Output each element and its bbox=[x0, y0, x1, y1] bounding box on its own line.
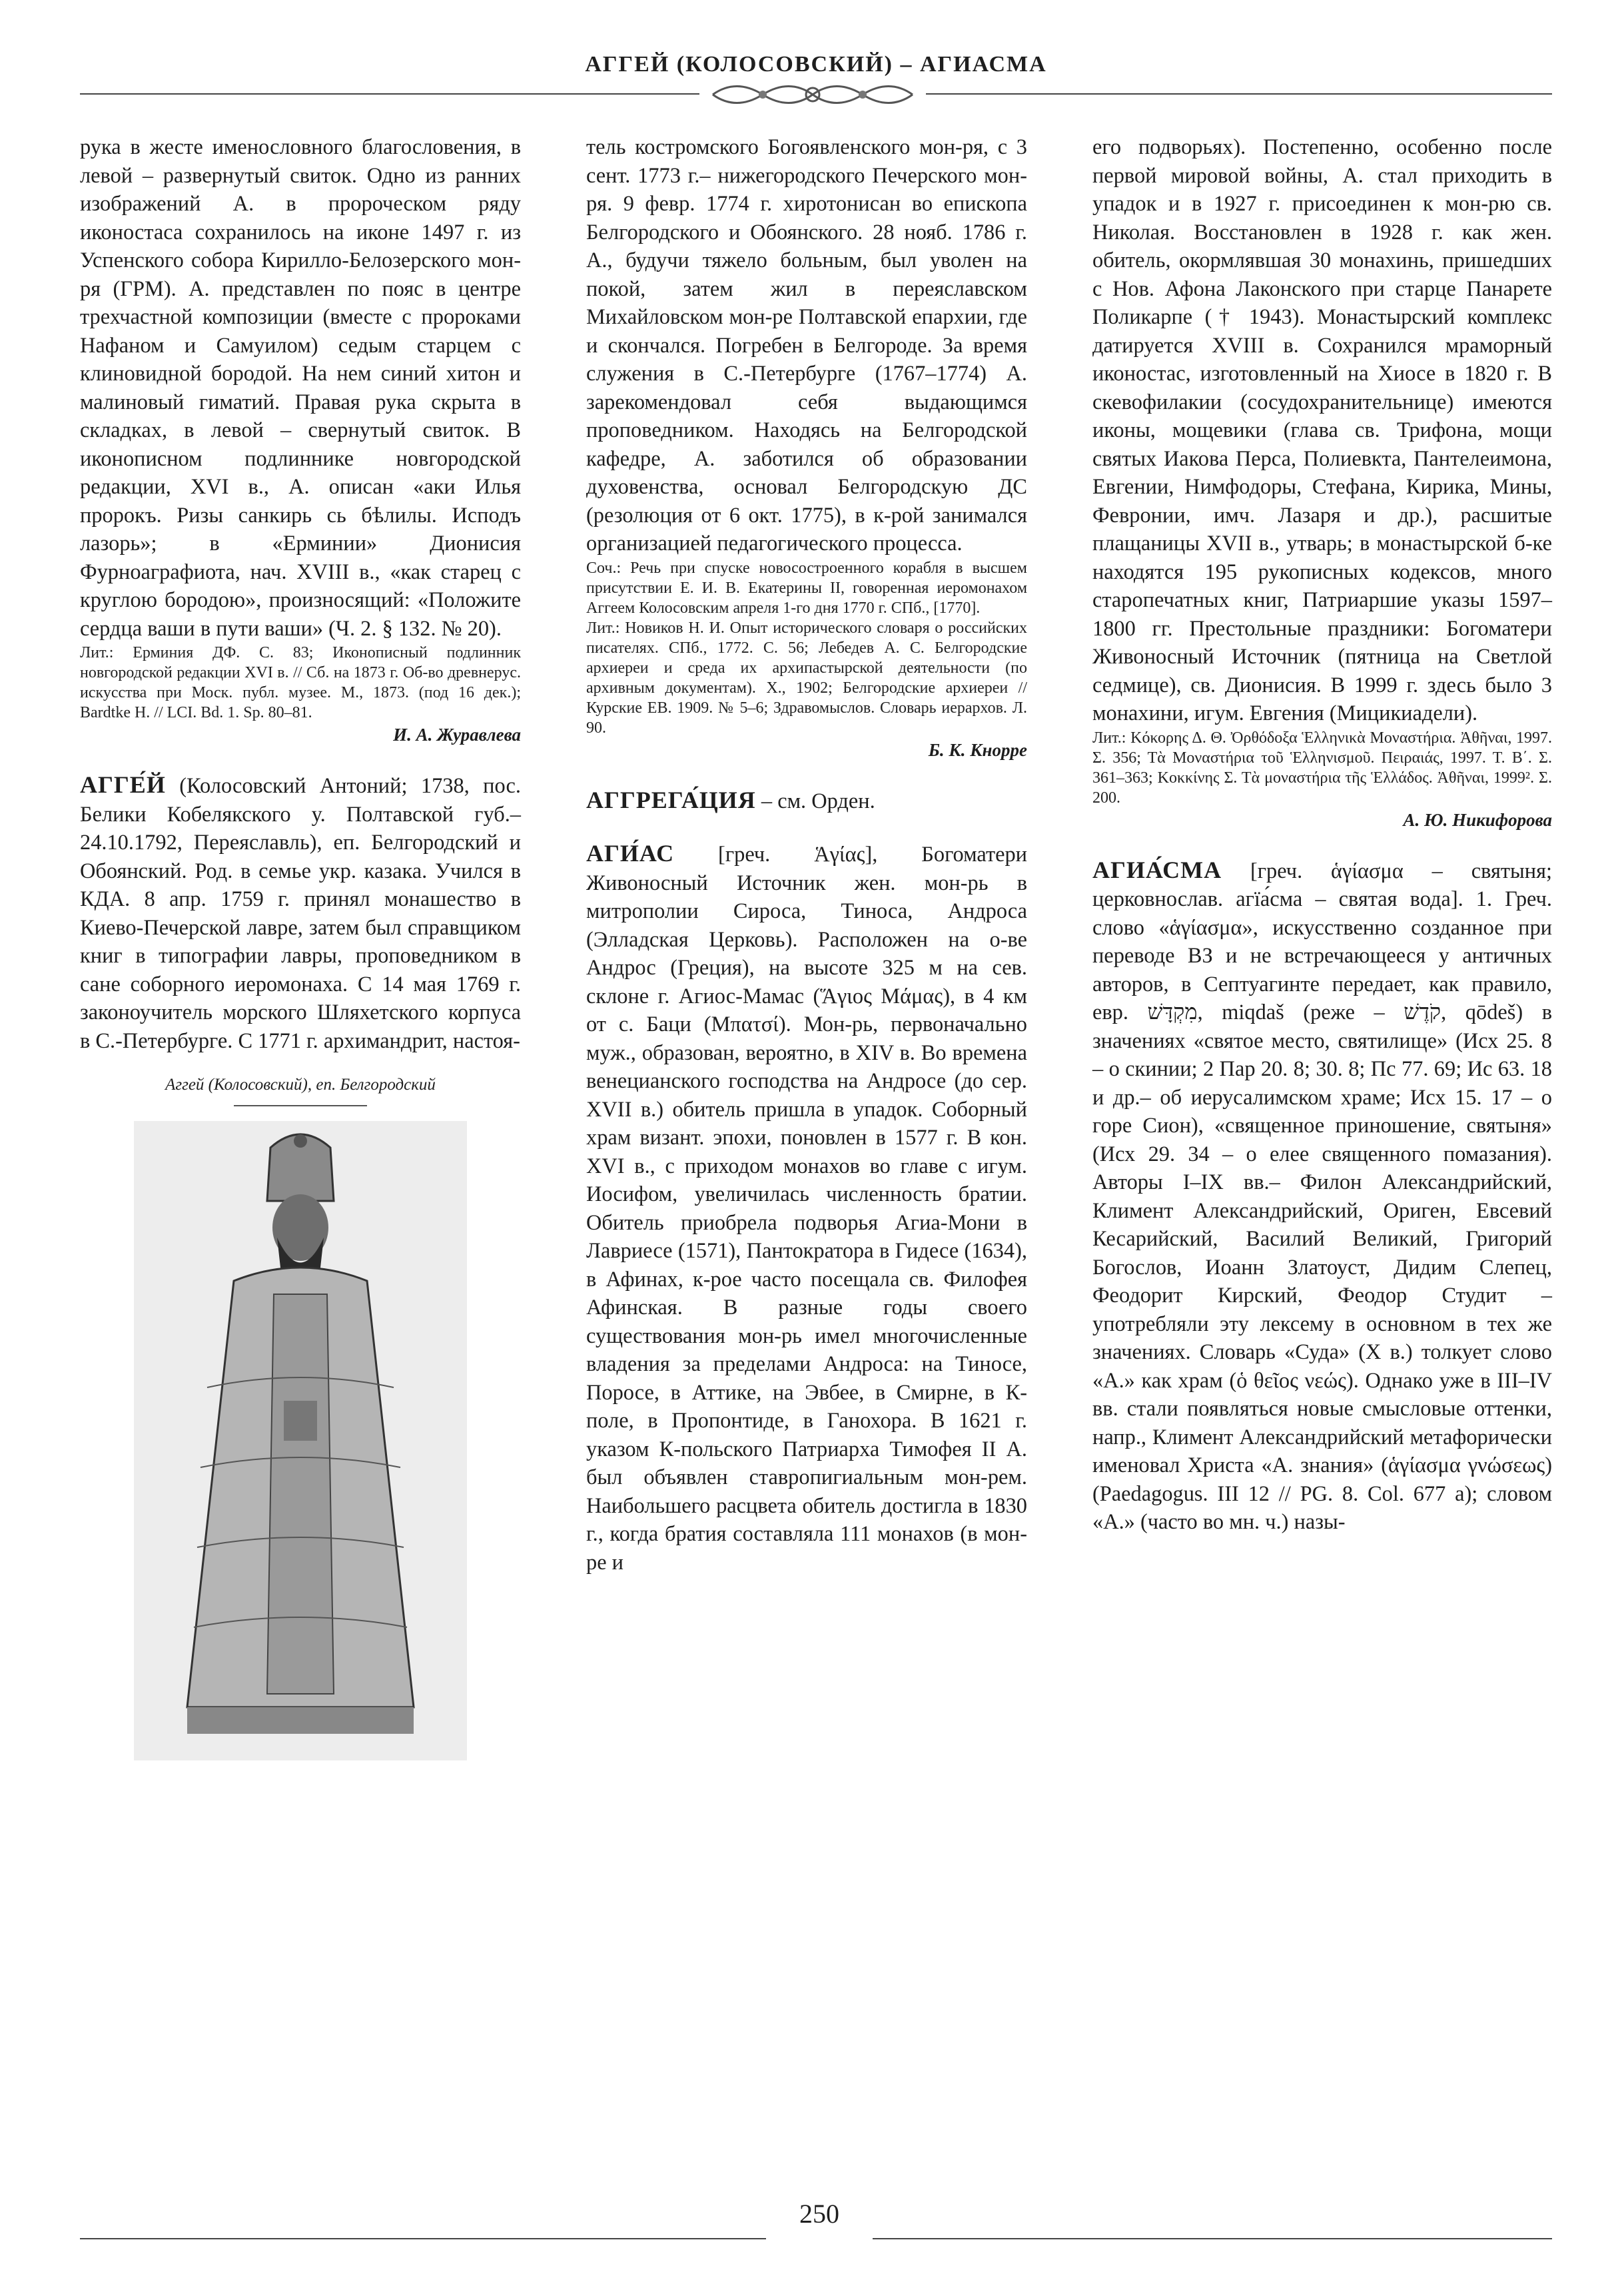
article-aggregatsiya bbox=[586, 786, 1027, 816]
bibliography: Лит.: Ерминия ДФ. С. 83; Иконописный подлинник новгородской редакции XVI в. // Сб. на 1873 г. Об-во древнерус. искусства при Моск. публ. музее. М., 1873. (под 16 дек.); Bardtke H. // LCI. Bd. 1. Sp. 80–81. bbox=[80, 644, 521, 721]
works-list: Соч.: Речь при спуске новосостроенного корабля в высшем присутствии Е. И. В. Екатерины II, говоренная иеромонахом Аггеем Колосовским апреля 1-го дня 1770 г. СПб., [1770]. bbox=[586, 559, 1027, 617]
article-agias bbox=[586, 839, 1027, 1577]
article-aggei bbox=[80, 771, 521, 1055]
article-text: [греч. Ἁγίας], Богоматери Живоносный Источник жен. мон-рь в митрополии Сироса, Тиноса, Андроса (Элладская Церковь). Расположен на о-ве Андрос (Греция), на высоте 325 м на сев. склоне г. Агиос-Мамас (Ἅγιος Μάμας), в 4 км от с. Баци (Μπατσί). Мон-рь, первоначально муж., образован, вероятно, в XIV в. Во времена венецианского господства на Андросе (до сер. XVII в.) обитель пришла в упадок. Соборный храм визант. эпохи, поновлен в 1577 г. В кон. XVI в., с приходом монахов во главе с игум. Иосифом, увеличилась численность братии. Обитель приобрела подворья Агиа-Мони в Лавриесе (1571), Пантократора в Гидесе (1634), в Афинах, к-рое часто посещала св. Филофея Афинская. В разные годы своего существования мон-рь имел многочисленные владения за пределами Андроса: на Тиносе, Поросе, в Аттике, на Эвбее, в Смирне, в К-поле, в Пропонтиде, в Ганохора. В 1621 г. указом К-польского Патриарха Тимофея II А. был объявлен ставропигиальным мон-рем. Наибольшего расцвета обитель достигла в 1830 г., когда братия составляла 111 монахов (в мон-ре и bbox=[586, 843, 1027, 1575]
headword: АГГЕ́Й bbox=[80, 771, 166, 798]
headword: АГГРЕГА́ЦИЯ bbox=[586, 786, 756, 813]
article-text: [греч. ἁγίασμα – святыня; церковнослав. агїа́сма – святая вода]. 1. Греч. слово «ἁγίασμα», искусственно созданное при переводе ВЗ и не встречающееся у античных авторов, в Септуагинте передает, как правило, евр. מִקְדָּשׁ, miqdaš (реже – קֹדֶשׁ, qōdeš) в значениях «святое место, святилище» (Исх 25. 8 – о скинии; 2 Пар 20. 8; 30. 8; Пс 77. 69; Ис 63. 18 и др.– об иерусалимском храме; Исх 15. 17 – о горе Сион), «священное приношение, святыня» (Исх 29. 34 – о елее священного помазания). Авторы I–IX вв.– Филон Александрийский, Климент Александрийский, Ориген, Евсевий Кесарийский, Василий Великий, Григорий Богослов, Иоанн Златоуст, Дидим Слепец, Феодорит Кирский, Феодор Студит – употребляли эту лексему в основном в тех же значениях. Словарь «Суда» (X в.) толкует слово «А.» как храм (ὁ θεῖος νεώς). Однако уже в III–IV вв. стали появляться новые смысловые оттенки, напр., Климент Александрийский метафорически именовал Христа «А. знания» (ἁγίασμα γνώσεως) (Paedagogus. III 12 // PG. 8. Col. 677 a); словом «А.» (часто во мн. ч.) назы- bbox=[1092, 859, 1552, 1534]
article-author: И. А. Журавлева bbox=[393, 725, 521, 745]
cross-reference: – см. Орден. bbox=[755, 789, 875, 813]
column-3 bbox=[1092, 133, 1552, 1537]
headword: АГИ́АС bbox=[586, 840, 675, 867]
article-text: его подворьях). Постепенно, особенно после первой мировой войны, А. стал приходить в упадок и в 1927 г. присоединен к мон-рю св. Николая. Восстановлен в 1928 г. как жен. обитель, окормлявшая 30 монахинь, пришедших с Нов. Афона Лаконского при старце Панарете Поликарпе († 1943). Монастырский комплекс датируется XVIII в. Сохранился мраморный иконостас, изготовленный на Хиосе в 1820 г. В скевофилакии (сосудохранительнице) имеются иконы, мощевики (глава св. Трифона, мощи святых Иакова Перса, Полиевкта, Пантелеимона, Евгении, Нимфодоры, Стефана, Кирика, Мины, Февронии, имч. Лазаря и др.), расшитые плащаницы XVII в., утварь; в монастырской б-ке находятся 195 рукописных кодексов, много старопечатных книг, Патриаршие указы 1597–1800 гг. Престольные праздники: Богоматери Живоносный Источник (пятница на Светлой седмице), св. Дионисия. В 1999 г. здесь было 3 монахини, игум. Евгения (Мицикиадели). bbox=[1092, 135, 1552, 725]
article-text: (Колосовский Антоний; 1738, пос. Белики Кобелякского у. Полтавской губ.– 24.10.1792, Переяславль), еп. Белгородский и Обоянский. Род. в семье укр. казака. Учился в КДА. 8 апр. 1759 г. принял монашество в Киево-Печерской лавре, затем был справщиком книг в типографии лавры, проповедником в сане соборного иеромонаха. С 14 мая 1769 г. законоучитель морского Шляхетского корпуса в С.-Петербурге. С 1771 г. архимандрит, настоя- bbox=[80, 774, 521, 1053]
article-text: рука в жесте именословного благословения, в левой – развернутый свиток. Одно из ранних изображений А. в пророческом ряду иконостаса сохранилось на иконе 1497 г. из Успенского собора Кирилло-Белозерского мон-ря (ГРМ). А. представлен по пояс в центре трехчастной композиции (вместе с пророками Нафаном и Самуилом) седым старцем с клиновидной бородой. На нем синий хитон и малиновый гиматий. Правая рука скрыта в складках, в левой – свернутый свиток. В иконописном подлиннике новгородской редакции, XVI в., А. описан «аки Илья пророкъ. Ризы санкирь сь бѣлилы. Исподъ лазорь»; в «Ерминии» Дионисия Фурноаграфиота, нач. XVIII в., «как старец с круглою бородою», произносящий: «Положите сердца ваши в пути ваши» (Ч. 2. § 132. № 20). bbox=[80, 135, 521, 641]
bibliography: Лит.: Новиков Н. И. Опыт исторического словаря о российских писателях. СПб., 1772. С. 56; Лебедев А. С. Белгородские архиереи и среда их архипастырской деятельности (по архивным документам). Х., 1902; Белгородские архиереи // Курские ЕВ. 1909. № 5–6; Здравомыслов. Словарь иерархов. Л. 90. bbox=[586, 619, 1027, 737]
ornament-icon bbox=[709, 75, 916, 115]
header-rule-left bbox=[80, 93, 699, 95]
figure-caption: Аггей (Колосовский), еп. Белгородский bbox=[165, 1076, 436, 1094]
article-agiasma bbox=[1092, 856, 1552, 1537]
article-author: Б. К. Кнорре bbox=[928, 739, 1027, 760]
headword: АГИА́СМА bbox=[1092, 856, 1222, 883]
portrait-image bbox=[134, 1121, 467, 1760]
article-text: тель костромского Богоявленского мон-ря, с 3 сент. 1773 г.– нижегородского Печерского мон-ря. 9 февр. 1774 г. хиротонисан во епископа Белгородского и Обоянского. 28 нояб. 1786 г. А., будучи тяжело больным, был уволен на покой, затем жил в переяславском Михайловском мон-ре Полтавской епархии, где и скончался. Погребен в Белгороде. За время служения в С.-Петербурге (1767–1774) А. зарекомендовал себя выдающимся проповедником. Находясь на Белгородской кафедре, А. заботился об образовании духовенства, основал Белгородскую ДС (резолюция от 6 окт. 1775), в к-рой занимался организацией педагогического процесса. bbox=[586, 135, 1027, 556]
column-2 bbox=[586, 133, 1027, 1577]
page-number: 250 bbox=[799, 2199, 839, 2229]
footer-rule-left bbox=[80, 2238, 766, 2239]
column-1 bbox=[80, 133, 521, 1760]
running-header: АГГЕЙ (КОЛОСОВСКИЙ) – АГИАСМА bbox=[585, 52, 1047, 77]
header-rule-right bbox=[926, 93, 1552, 95]
footer-rule-right bbox=[873, 2238, 1552, 2239]
caption-rule bbox=[234, 1105, 367, 1106]
bibliography: Лит.: Κόκορης Δ. Θ. Ὀρθόδοξα Ἑλληνικὰ Μοναστήρια. Ἀθῆναι, 1997. Σ. 356; Τὰ Μοναστήρια τοῦ Ἑλληνισμοῦ. Πειραιάς, 1997. Τ. Β΄. Σ. 361–363; Κοκκίνης Σ. Τὰ μοναστήρια τῆς Ἑλλάδος. Ἀθῆναι, 1999². Σ. 200. bbox=[1092, 729, 1552, 807]
article-author: А. Ю. Никифорова bbox=[1403, 809, 1552, 830]
